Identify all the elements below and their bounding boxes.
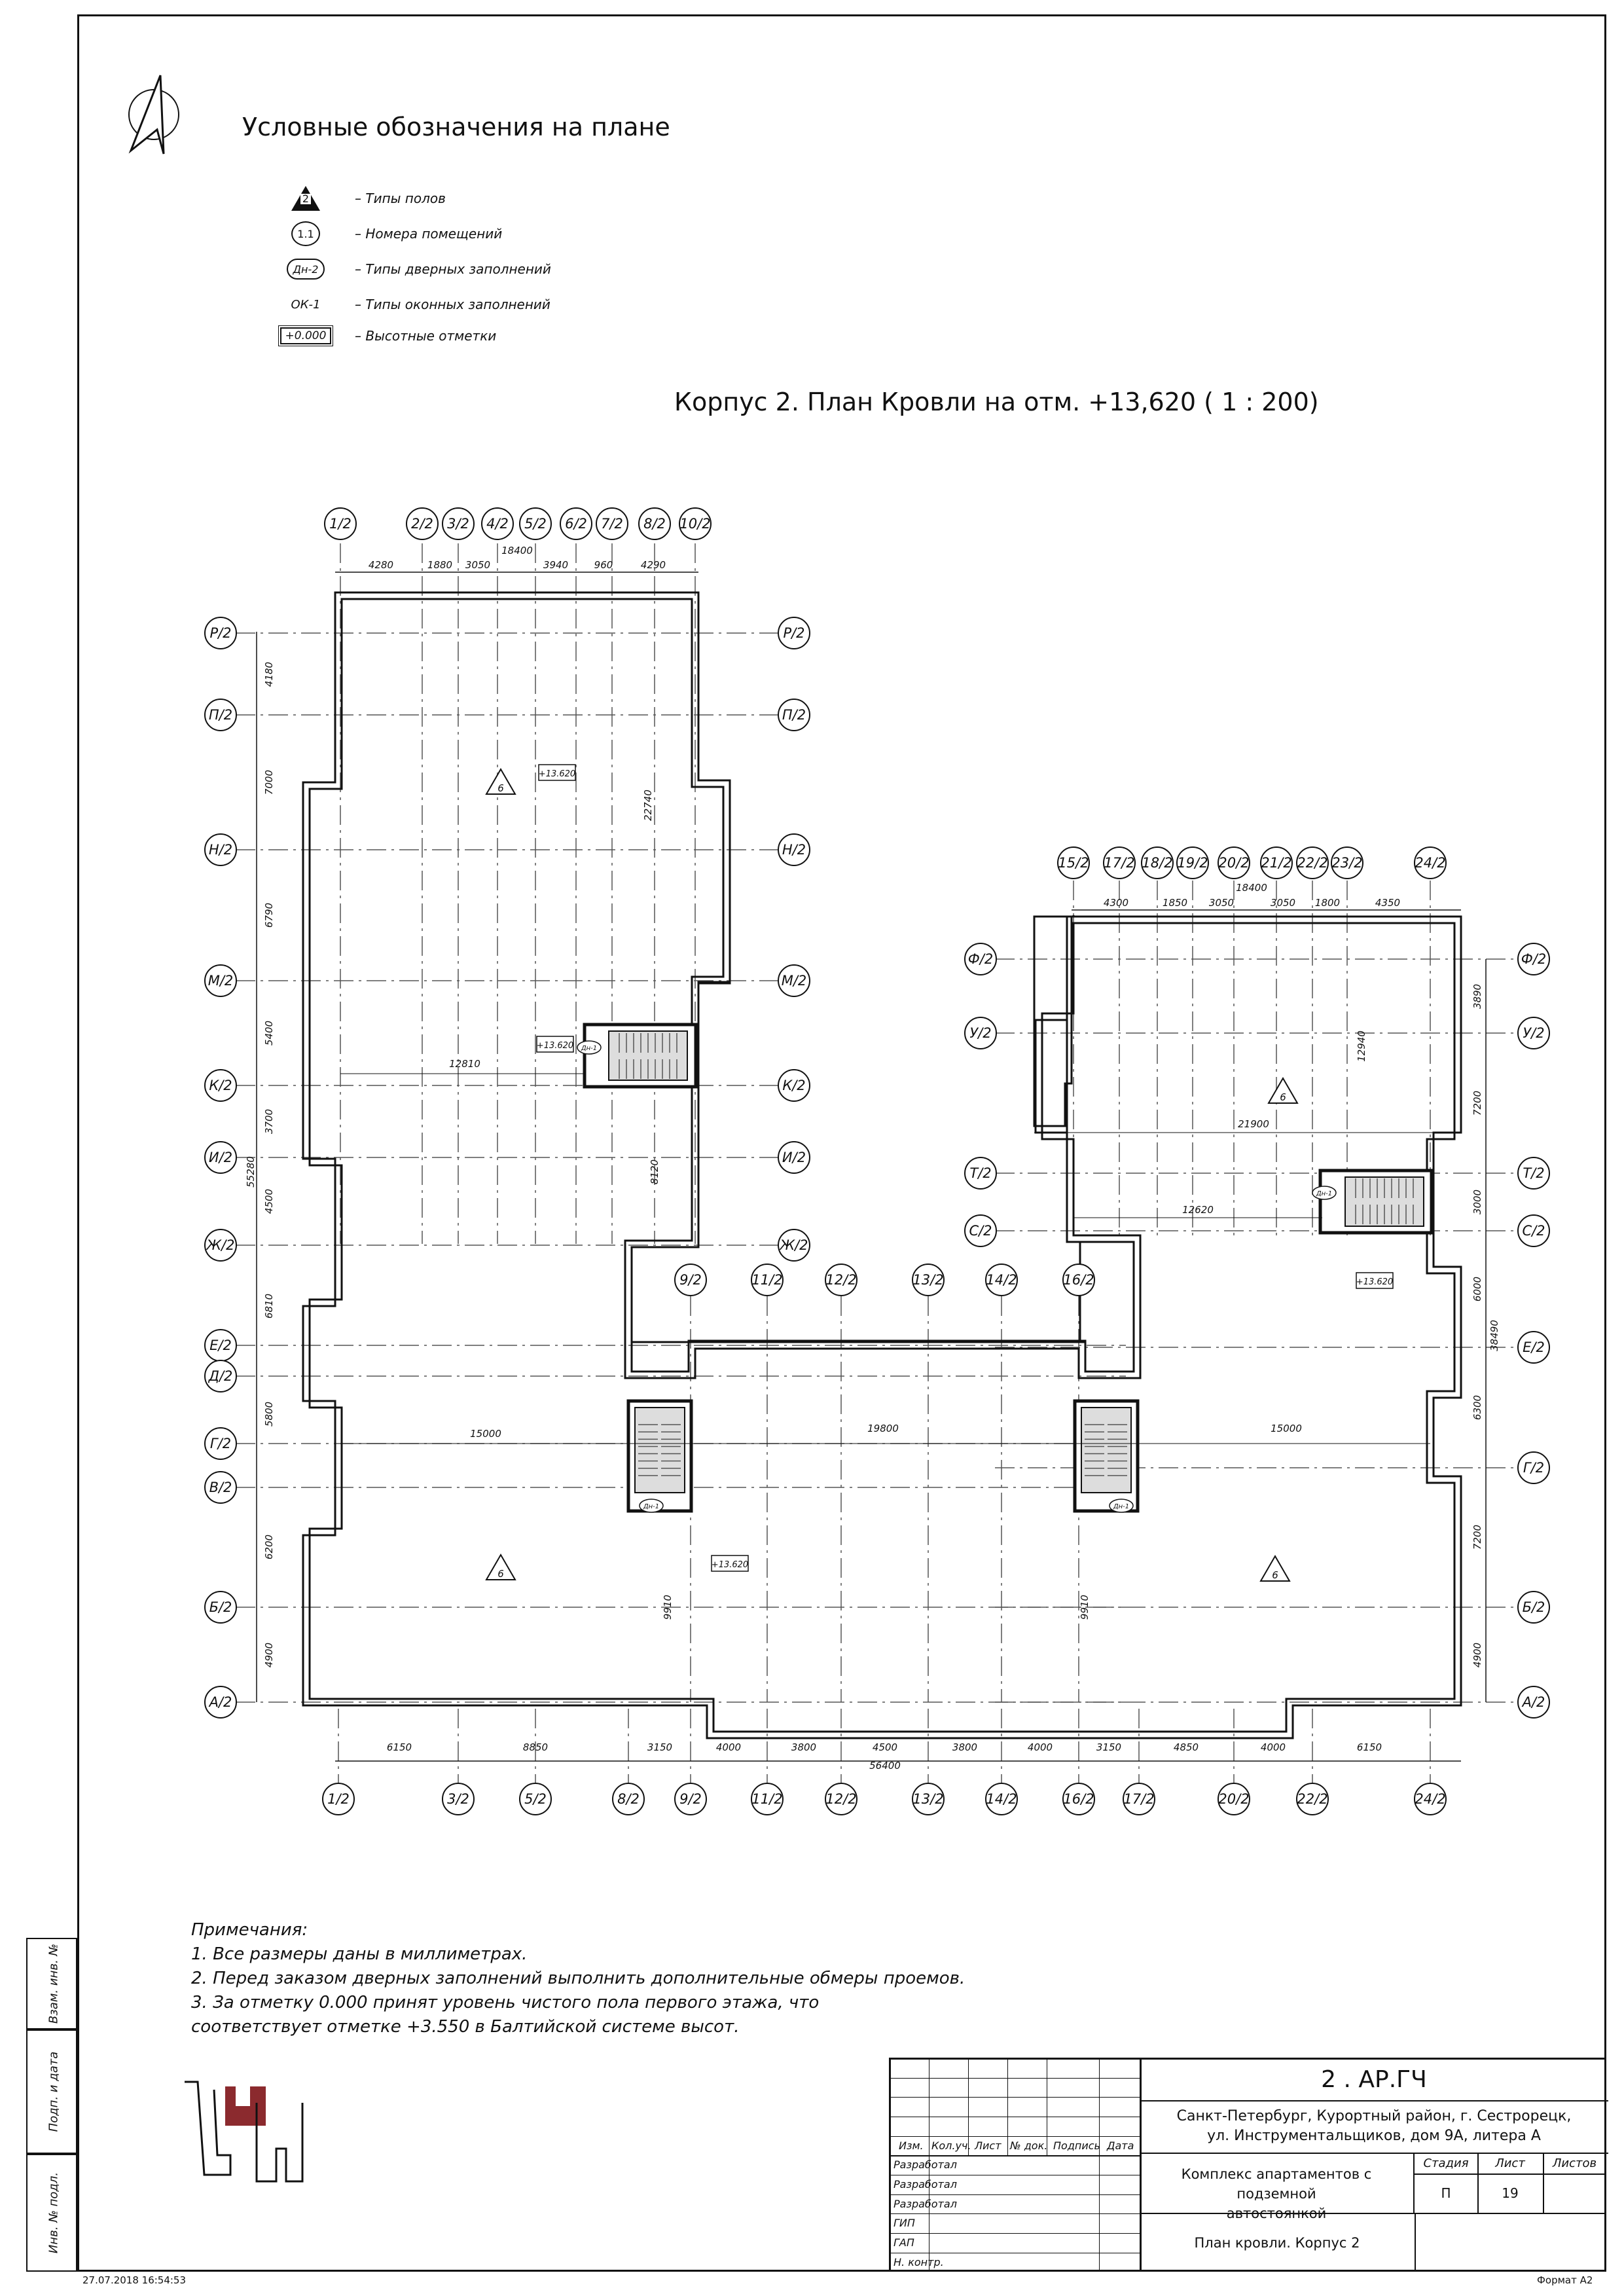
title-block <box>889 2058 1606 2272</box>
axis-label: 24/2 <box>1415 1791 1446 1807</box>
address-line: Санкт-Петербург, Курортный район, г. Сестрорецк, <box>1176 2108 1572 2124</box>
note-item: соответствует отметке +3.550 в Балтийской системе высот. <box>191 2017 740 2037</box>
dimension-label: 3050 <box>465 559 491 571</box>
dimension-label: 4900 <box>1471 1642 1483 1668</box>
axis-label: 1/2 <box>329 516 352 532</box>
dimension-label: 6150 <box>386 1741 412 1753</box>
elevation-label: +13.620 <box>538 769 576 779</box>
dimension-label: 15000 <box>470 1428 501 1440</box>
dimension-label: 9910 <box>1079 1594 1091 1620</box>
axis-label: К/2 <box>209 1078 232 1093</box>
axis-label: 15/2 <box>1058 855 1089 871</box>
dimension-label: 4900 <box>263 1642 275 1668</box>
dimension-label: 3050 <box>1270 897 1296 909</box>
dimension-label: 4280 <box>368 559 394 571</box>
sheet-label: Лист <box>1477 2154 1544 2175</box>
triangle-icon: 2 <box>291 186 320 211</box>
dimension-total: 18400 <box>501 545 533 556</box>
dimension-label: 4290 <box>640 559 666 571</box>
dimension-label: 12620 <box>1182 1204 1214 1216</box>
dimension-label: 4000 <box>1027 1741 1053 1753</box>
axis-label: 1/2 <box>327 1791 350 1807</box>
dimension-label: 3150 <box>647 1741 673 1753</box>
dimension-label: 4850 <box>1173 1741 1199 1753</box>
axis-label: 17/2 <box>1104 855 1135 871</box>
axis-label: 13/2 <box>912 1791 944 1807</box>
axis-label: 20/2 <box>1218 1791 1250 1807</box>
tb-role: Разработал <box>893 2158 957 2171</box>
axis-label: 4/2 <box>486 516 509 532</box>
elevation-label: +13.620 <box>1356 1277 1394 1287</box>
axis-label: 5/2 <box>524 1791 547 1807</box>
axis-label: Д/2 <box>208 1368 233 1384</box>
door-label: Дн-1 <box>643 1503 660 1510</box>
axis-label: Ф/2 <box>967 951 994 967</box>
dimension-total: 55280 <box>245 1156 257 1188</box>
dimension-label: 12940 <box>1356 1030 1367 1062</box>
tb-header: Кол.уч. <box>931 2139 971 2152</box>
dimension-label: 4000 <box>715 1741 742 1753</box>
legend-title: Условные обозначения на плане <box>242 113 670 141</box>
company-logo-icon <box>178 2077 309 2188</box>
axis-label: 21/2 <box>1261 855 1292 871</box>
axis-label: П/2 <box>208 707 233 723</box>
tb-header: Дата <box>1107 2139 1134 2152</box>
axis-label: Г/2 <box>1523 1460 1545 1476</box>
axis-label: 11/2 <box>751 1272 783 1288</box>
dimension-label: 6300 <box>1471 1394 1483 1421</box>
dimension-label: 7000 <box>263 769 275 795</box>
dimension-label: 3150 <box>1096 1741 1122 1753</box>
axis-label: 16/2 <box>1063 1791 1094 1807</box>
door-label: Дн-1 <box>1113 1503 1130 1510</box>
axis-label: 23/2 <box>1331 855 1363 871</box>
elevation-label: +13.620 <box>711 1560 749 1570</box>
oval-icon: Дн-2 <box>287 259 325 280</box>
notes <box>191 1918 965 2039</box>
dimension-label: 15000 <box>1271 1423 1302 1434</box>
dimension-label: 7200 <box>1471 1524 1483 1550</box>
dimension-label: 3940 <box>543 559 569 571</box>
axis-label: В/2 <box>209 1480 232 1495</box>
floor-type-label: 6 <box>1272 1569 1278 1581</box>
dimension-label: 12810 <box>449 1058 480 1070</box>
axis-label: 5/2 <box>524 516 547 532</box>
axis-label: 14/2 <box>986 1791 1017 1807</box>
project-name-line: автостоянкой <box>1226 2206 1327 2221</box>
dimension-label: 3800 <box>952 1741 978 1753</box>
dimension-label: 3800 <box>791 1741 817 1753</box>
axis-label: 18/2 <box>1142 855 1173 871</box>
axis-label: 17/2 <box>1123 1791 1155 1807</box>
axis-label: 3/2 <box>447 516 469 532</box>
axis-label: 13/2 <box>912 1272 944 1288</box>
axis-label: Р/2 <box>209 625 232 641</box>
side-stamp-cell: Взам. инв. № <box>26 1938 77 2029</box>
axis-label: И/2 <box>782 1150 806 1165</box>
floor-type-label: 6 <box>497 1568 504 1580</box>
axis-label: У/2 <box>969 1025 992 1041</box>
dimension-label: 4180 <box>263 661 275 687</box>
tb-role: ГАП <box>893 2236 914 2249</box>
axis-label: 14/2 <box>986 1272 1017 1288</box>
tb-role: Разработал <box>893 2178 957 2191</box>
axis-label: 22/2 <box>1297 1791 1328 1807</box>
axis-label: Б/2 <box>209 1599 232 1615</box>
dimension-label: 1880 <box>427 559 453 571</box>
dimension-total: 38490 <box>1489 1320 1500 1351</box>
dimension-label: 4300 <box>1103 897 1129 909</box>
dimension-label: 1800 <box>1314 897 1341 909</box>
axis-label: Н/2 <box>782 842 806 858</box>
axis-label: А/2 <box>209 1694 232 1710</box>
dimension-label: 6790 <box>263 902 275 928</box>
notes-title: Примечания: <box>191 1920 308 1940</box>
axis-label: У/2 <box>1523 1025 1545 1041</box>
paper-format: Формат А2 <box>1537 2274 1593 2286</box>
legend-text: – Высотные отметки <box>355 328 497 344</box>
note-item: 3. За отметку 0.000 принят уровень чистого пола первого этажа, что <box>191 1993 820 2012</box>
axis-label: 7/2 <box>601 516 623 532</box>
side-stamp-cell: Инв. № подл. <box>26 2154 77 2272</box>
axis-label: П/2 <box>782 707 806 723</box>
axis-label: Ж/2 <box>780 1237 808 1253</box>
tb-header: Лист <box>975 2139 1001 2152</box>
dimension-label: 6150 <box>1356 1741 1382 1753</box>
tb-header: № док. <box>1010 2139 1048 2152</box>
axis-label: Е/2 <box>209 1337 232 1353</box>
axis-label: 16/2 <box>1063 1272 1094 1288</box>
axis-label: 9/2 <box>679 1791 702 1807</box>
dimension-label: 3700 <box>263 1108 275 1135</box>
axis-label: А/2 <box>1522 1694 1545 1710</box>
axis-label: Т/2 <box>1523 1165 1545 1181</box>
dimension-label: 6810 <box>263 1293 275 1319</box>
tb-role: ГИП <box>893 2217 915 2229</box>
floor-type-label: 6 <box>497 782 504 794</box>
axis-label: 19/2 <box>1177 855 1208 871</box>
dimension-label: 6200 <box>263 1534 275 1560</box>
dimension-label: 19800 <box>867 1423 899 1434</box>
legend-text: – Номера помещений <box>355 226 503 242</box>
legend-text: – Типы дверных заполнений <box>355 261 551 277</box>
dimension-label: 5400 <box>263 1020 275 1046</box>
note-item: 1. Все размеры даны в миллиметрах. <box>191 1944 528 1964</box>
door-label: Дн-1 <box>1316 1190 1333 1197</box>
sheets-label: Листов <box>1543 2154 1606 2175</box>
dimension-total: 18400 <box>1236 882 1267 894</box>
stage-value: П <box>1415 2174 1479 2214</box>
dimension-total: 56400 <box>869 1760 901 1772</box>
axis-label: 3/2 <box>447 1791 469 1807</box>
tb-header: Изм. <box>899 2139 924 2152</box>
legend-text: – Типы полов <box>355 191 446 206</box>
dimension-label: 8850 <box>522 1741 549 1753</box>
print-date: 27.07.2018 16:54:53 <box>82 2274 187 2286</box>
axis-label: 8/2 <box>643 516 666 532</box>
axis-label: Ж/2 <box>206 1237 235 1253</box>
dimension-label: 3050 <box>1208 897 1235 909</box>
axis-label: И/2 <box>208 1150 233 1165</box>
side-stamp <box>26 1938 77 2272</box>
axis-label: М/2 <box>208 973 234 989</box>
axis-label: 11/2 <box>751 1791 783 1807</box>
dimension-label: 7200 <box>1471 1090 1483 1116</box>
axis-label: 10/2 <box>679 516 711 532</box>
axis-label: 12/2 <box>825 1791 857 1807</box>
plan-title: Корпус 2. План Кровли на отм. +13,620 ( 1 : 200) <box>674 388 1319 416</box>
axis-label: 22/2 <box>1297 855 1328 871</box>
axis-label: Р/2 <box>783 625 805 641</box>
axis-label: 6/2 <box>565 516 587 532</box>
sheets-value <box>1543 2174 1606 2214</box>
axis-label: М/2 <box>781 973 807 989</box>
tb-header: Подпись <box>1053 2139 1100 2152</box>
sheet-value: 19 <box>1477 2174 1544 2214</box>
elevation-label: +13.620 <box>536 1041 574 1051</box>
legend-text: – Типы оконных заполнений <box>355 297 550 312</box>
axis-label: 8/2 <box>617 1791 640 1807</box>
dimension-label: 4500 <box>263 1188 275 1214</box>
dimension-label: 3890 <box>1471 983 1483 1010</box>
axis-label: 9/2 <box>679 1272 702 1288</box>
dimension-label: 9910 <box>662 1594 674 1620</box>
elevation-box: +0.000 <box>280 327 332 344</box>
dimension-label: 3000 <box>1471 1189 1483 1215</box>
axis-label: Г/2 <box>209 1436 232 1451</box>
dimension-label: 1850 <box>1162 897 1188 909</box>
axis-label: С/2 <box>969 1223 992 1239</box>
window-code: ОК-1 <box>291 297 321 312</box>
dimension-label: 4350 <box>1375 897 1401 909</box>
address-line: ул. Инструментальщиков, дом 9А, литера А <box>1207 2128 1541 2144</box>
side-stamp-cell: Подп. и дата <box>26 2029 77 2154</box>
dimension-label: 8120 <box>649 1159 660 1185</box>
axis-label: Ф/2 <box>1521 951 1547 967</box>
sheet-name: План кровли. Корпус 2 <box>1140 2214 1416 2272</box>
tb-role: Разработал <box>893 2198 957 2210</box>
axis-label: С/2 <box>1522 1223 1545 1239</box>
tb-role: Н. контр. <box>893 2256 944 2268</box>
floor-type-label: 6 <box>1280 1091 1286 1103</box>
door-label: Дн-1 <box>581 1045 598 1052</box>
dimension-label: 21900 <box>1238 1118 1269 1130</box>
dimension-label: 4500 <box>872 1741 898 1753</box>
dimension-label: 5800 <box>263 1401 275 1427</box>
axis-label: 20/2 <box>1218 855 1250 871</box>
dimension-label: 22740 <box>642 790 654 821</box>
title-block-grid <box>891 2060 1142 2272</box>
axis-label: К/2 <box>782 1078 806 1093</box>
axis-label: 24/2 <box>1415 855 1446 871</box>
axis-label: 2/2 <box>411 516 433 532</box>
dimension-label: 960 <box>594 559 613 571</box>
address <box>1140 2100 1608 2154</box>
axis-label: Е/2 <box>1523 1339 1545 1355</box>
stage-label: Стадия <box>1415 2154 1479 2175</box>
axis-label: Б/2 <box>1522 1599 1545 1615</box>
axis-label: Н/2 <box>208 842 233 858</box>
axis-label: 12/2 <box>825 1272 857 1288</box>
note-item: 2. Перед заказом дверных заполнений выполнить дополнительные обмеры проемов. <box>191 1969 965 1988</box>
dimension-label: 4000 <box>1260 1741 1286 1753</box>
circle-icon: 1.1 <box>291 221 320 246</box>
axis-label: Т/2 <box>969 1165 992 1181</box>
project-name-line: Комплекс апартаментов с подземной <box>1181 2166 1372 2202</box>
project-name <box>1140 2154 1415 2221</box>
dimension-label: 6000 <box>1471 1276 1483 1302</box>
document-code: 2 . АР.ГЧ <box>1140 2060 1608 2101</box>
